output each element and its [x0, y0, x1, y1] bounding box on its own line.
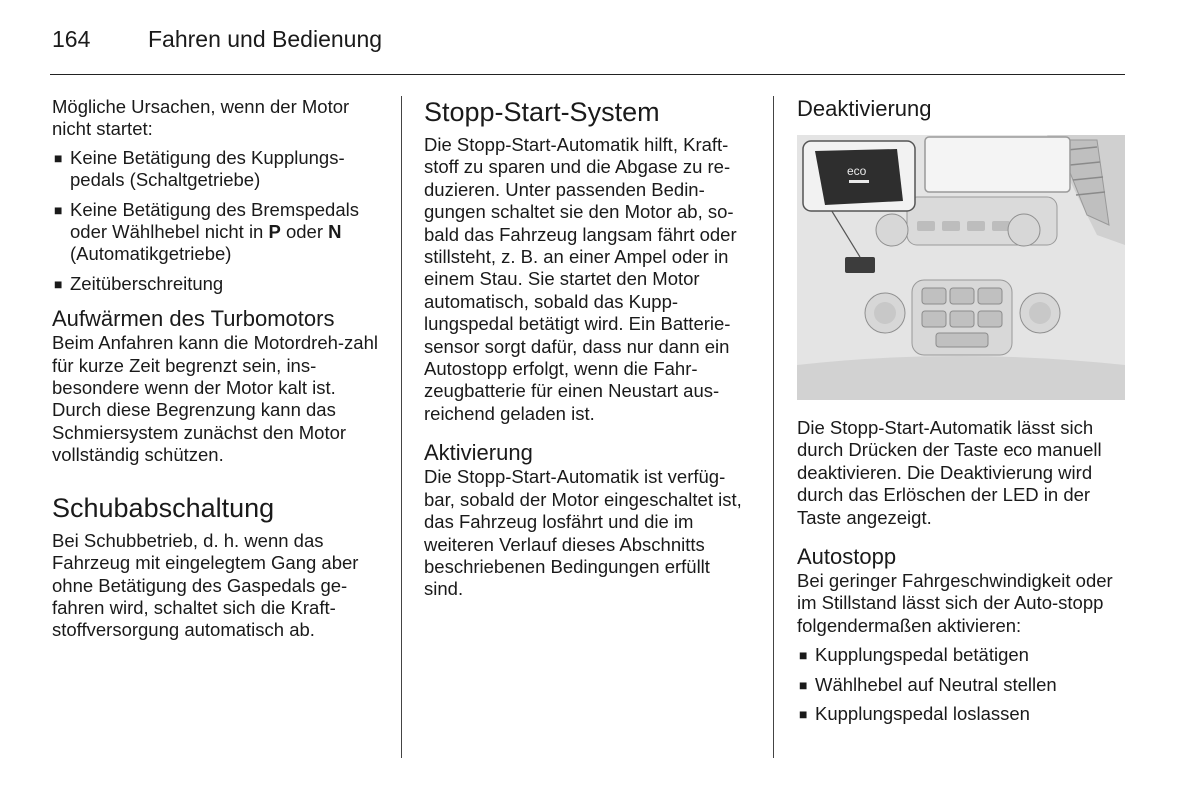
- column-right: [797, 96, 1127, 122]
- aktivierung-text: Die Stopp-Start-Automatik ist verfüg-bar, sobald der Motor eingeschaltet ist, das Fahrzeug losfährt und die im weiteren Verlauf dieses Abschnitts beschriebenen Bedingungen erfüllt sind.: [424, 466, 742, 600]
- deaktivierung-heading: Deaktivierung: [797, 96, 932, 121]
- bullet-icon: ■: [799, 647, 808, 664]
- list-item: ■ Keine Betätigung des Kupplungs-pedals (Schaltgetriebe): [54, 146, 345, 191]
- column-divider-1: [401, 96, 402, 758]
- schub-heading: Schubabschaltung: [52, 492, 275, 523]
- stopp-start-text: Die Stopp-Start-Automatik hilft, Kraft-stoff zu sparen und die Abgase zu re-duzieren. Unter passenden Bedin-gungen schaltet sie den Motor ab, so-bald das Fahrzeug langsam fährt oder stillsteht, z. B. an einer Ampel oder in einem Stau. Sie startet den Motor automatisch, sobald das Kupp-lungspedal betätigt wird. Ein Batterie-sensor sorgt dafür, dass nur dann ein Autostopp erfolgt, wenn die Fahr-zeugbatterie für einen Neustart aus-reichend geladen ist.: [424, 134, 737, 424]
- causes-intro: Mögliche Ursachen, wenn der Motor nicht startet:: [52, 96, 350, 140]
- column-left: [52, 96, 382, 642]
- bullet-icon: ■: [54, 275, 63, 292]
- header-rule: [50, 74, 1125, 75]
- causes-list: [52, 147, 382, 295]
- bullet-icon: ■: [54, 149, 63, 166]
- bullet-icon: ■: [799, 676, 808, 693]
- schub-text: Bei Schubbetrieb, d. h. wenn das Fahrzeug mit eingelegtem Gang aber ohne Betätigung des Gaspedals ge-fahren wird, schaltet sich die Kraft-stoffversorgung automatisch ab.: [52, 529, 359, 641]
- list-item: ■ Wählhebel auf Neutral stellen: [799, 673, 1057, 695]
- autostopp-text: Bei geringer Fahrgeschwindigkeit oder im Stillstand lässt sich der Auto-stopp folgendermaßen aktivieren:: [797, 570, 1113, 636]
- deaktivierung-text: Die Stopp-Start-Automatik lässt sich durch Drücken der Taste eco manuell deaktivieren. Die Deaktivierung wird durch das Erlöschen der LED in der Taste angezeigt.: [797, 417, 1102, 528]
- list-item: ■ Kupplungspedal betätigen: [799, 644, 1029, 666]
- autostopp-steps: [797, 644, 1132, 725]
- bullet-icon: ■: [54, 201, 63, 218]
- stopp-start-heading: Stopp-Start-System: [424, 97, 660, 127]
- list-item: ■ Keine Betätigung des Bremspedals oder Wählhebel nicht in P oder N (Automatikgetriebe): [54, 198, 359, 265]
- column-middle: [424, 96, 754, 601]
- dashboard-illustration: [797, 135, 1125, 400]
- column-right-lower: [797, 417, 1132, 732]
- bullet-icon: ■: [799, 706, 808, 723]
- running-title: Fahren und Bedienung: [148, 26, 383, 52]
- page-number: 164: [52, 26, 91, 52]
- list-item: ■ Zeitüberschreitung: [54, 272, 224, 294]
- page-header: [52, 26, 382, 53]
- turbo-text: Beim Anfahren kann die Motordreh-zahl für kurze Zeit begrenzt sein, ins-besondere wenn der Motor kalt ist. Durch diese Begrenzung kann das Schmiersystem zunächst den Motor vollständig schützen.: [52, 332, 378, 466]
- autostopp-heading: Autostopp: [797, 544, 897, 570]
- eco-button-label: eco: [847, 164, 867, 178]
- turbo-heading: Aufwärmen des Turbomotors: [52, 306, 335, 332]
- eco-keyword: eco: [1003, 439, 1032, 461]
- aktivierung-heading: Aktivierung: [424, 440, 533, 466]
- list-item: ■ Kupplungspedal loslassen: [799, 703, 1030, 725]
- column-divider-2: [773, 96, 774, 758]
